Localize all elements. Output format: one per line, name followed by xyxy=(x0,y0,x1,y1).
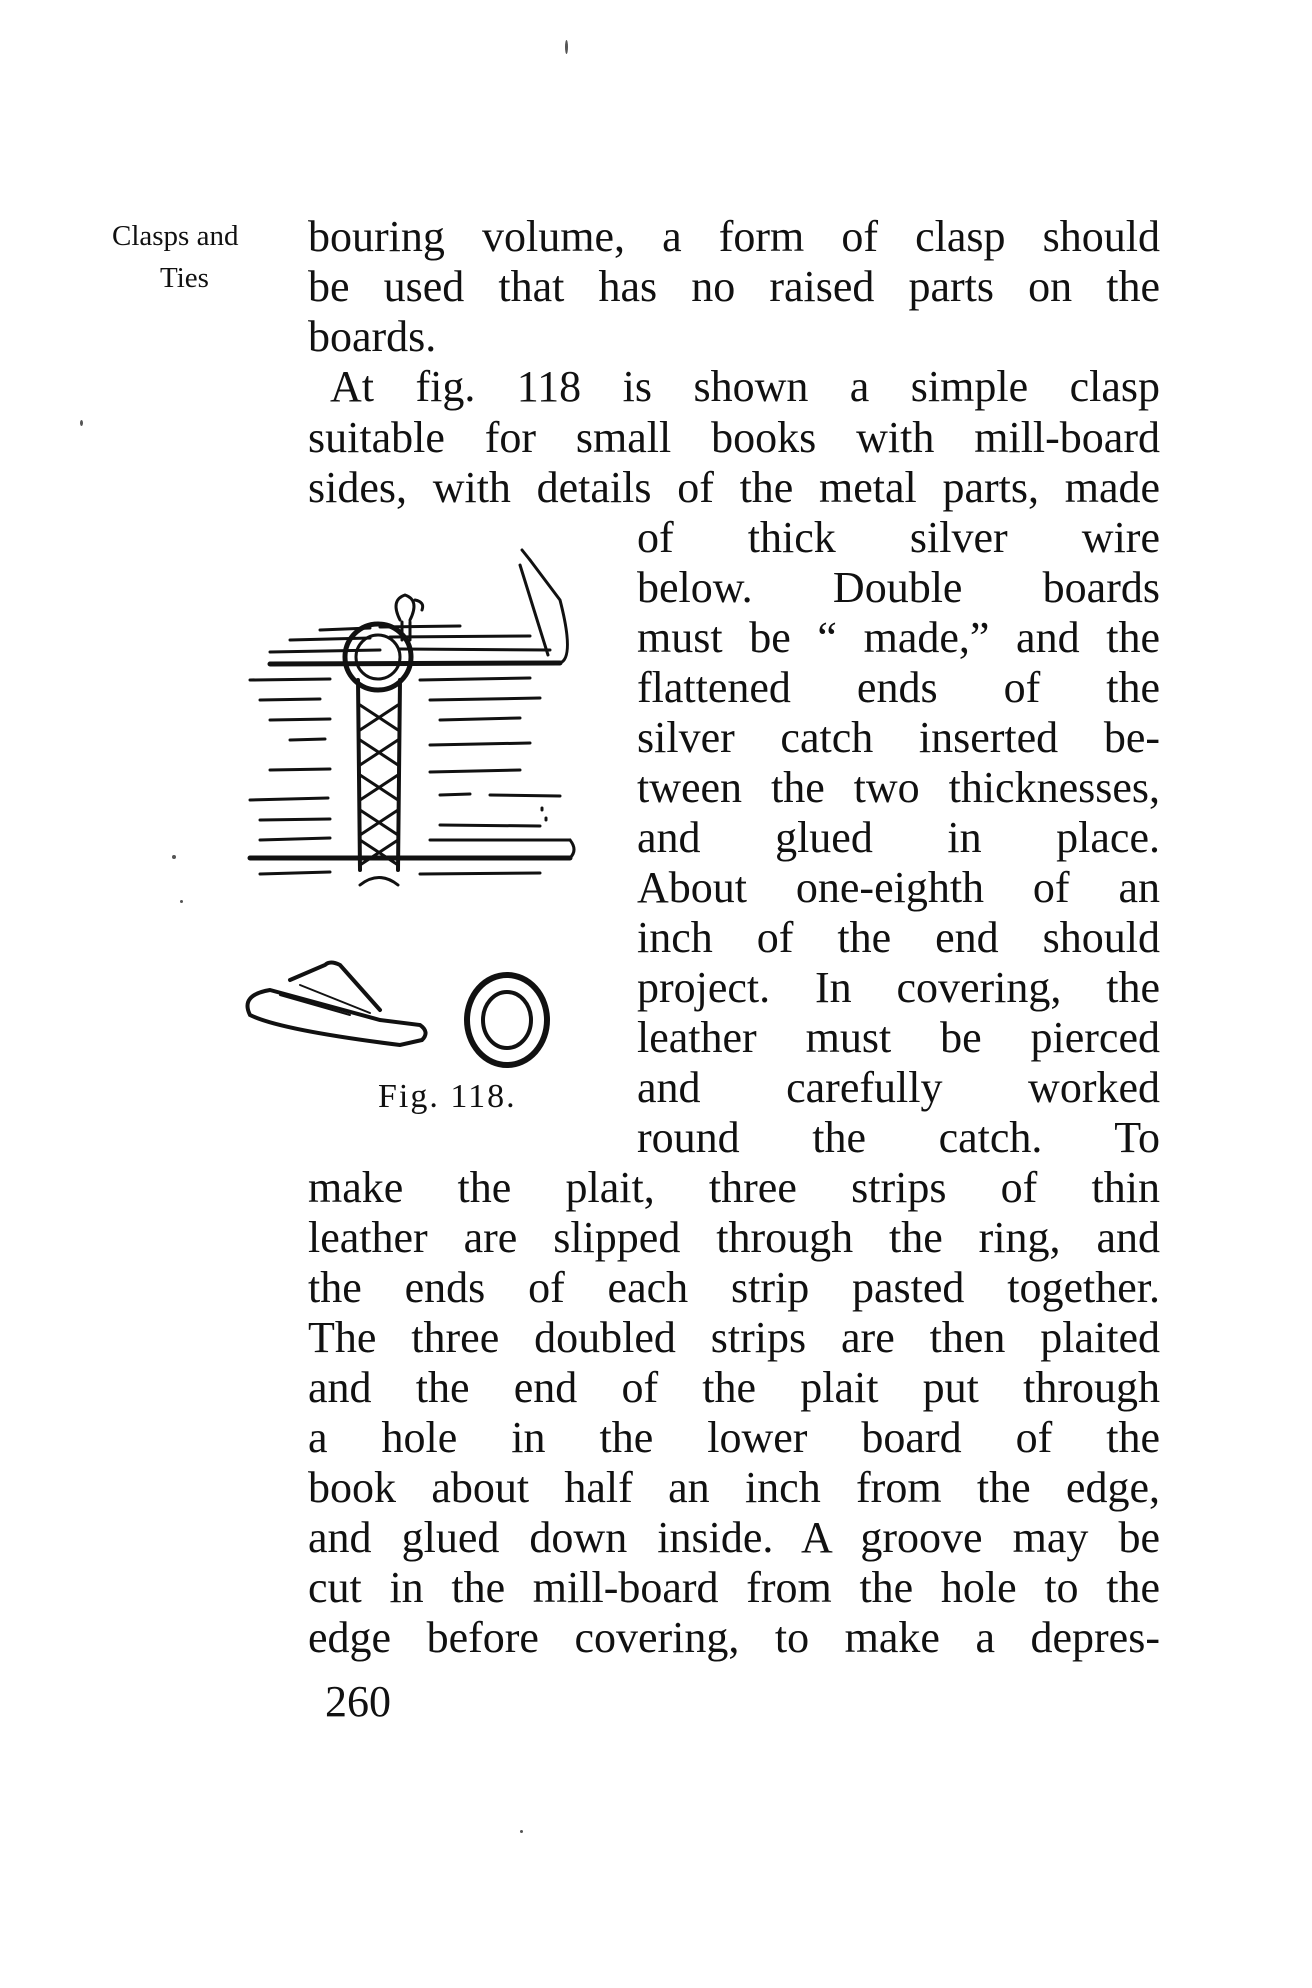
text-line: About one-eighth of an xyxy=(637,863,1160,912)
text-line: project. In covering, the xyxy=(637,963,1160,1012)
text-line: The three doubled strips are then plaited xyxy=(308,1313,1160,1362)
paper-speck xyxy=(565,40,568,54)
text-line: edge before covering, to make a depres- xyxy=(308,1613,1160,1662)
figure-caption: Fig. 118. xyxy=(378,1078,517,1115)
page-number: 260 xyxy=(325,1677,391,1726)
text-line: inch of the end should xyxy=(637,913,1160,962)
text-line: book about half an inch from the edge, xyxy=(308,1463,1160,1512)
text-line: be used that has no raised parts on the xyxy=(308,262,1160,311)
text-line: tween the two thicknesses, xyxy=(637,763,1160,812)
text-line: and carefully worked xyxy=(637,1063,1160,1112)
text-line: and glued down inside. A groove may be xyxy=(308,1513,1160,1562)
margin-heading-line-1: Clasps and xyxy=(112,220,239,252)
text-line: flattened ends of the xyxy=(637,663,1160,712)
text-line: cut in the mill-board from the hole to the xyxy=(308,1563,1160,1612)
text-line: make the plait, three strips of thin xyxy=(308,1163,1160,1212)
text-line: of thick silver wire xyxy=(637,513,1160,562)
paper-speck xyxy=(520,1830,523,1833)
text-line: and the end of the plait put through xyxy=(308,1363,1160,1412)
paper-speck xyxy=(80,420,83,426)
text-line: sides, with details of the metal parts, made xyxy=(308,463,1160,512)
text-line: below. Double boards xyxy=(637,563,1160,612)
text-line: silver catch inserted be- xyxy=(637,713,1160,762)
text-line: round the catch. To xyxy=(637,1113,1160,1162)
text-line: the ends of each strip pasted together. xyxy=(308,1263,1160,1312)
paper-speck xyxy=(172,855,176,859)
text-line: leather are slipped through the ring, and xyxy=(308,1213,1160,1262)
text-line: boards. xyxy=(308,312,437,361)
clasp-illustration xyxy=(230,540,630,1110)
text-line: bouring volume, a form of clasp should xyxy=(308,212,1160,261)
text-line: suitable for small books with mill-board xyxy=(308,413,1160,462)
margin-heading-line-2: Ties xyxy=(160,262,209,294)
text-line: At fig. 118 is shown a simple clasp xyxy=(330,362,1160,411)
text-line: must be “ made,” and the xyxy=(637,613,1160,662)
paper-speck xyxy=(180,900,183,903)
text-line: and glued in place. xyxy=(637,813,1160,862)
text-line: leather must be pierced xyxy=(637,1013,1160,1062)
text-line: a hole in the lower board of the xyxy=(308,1413,1160,1462)
